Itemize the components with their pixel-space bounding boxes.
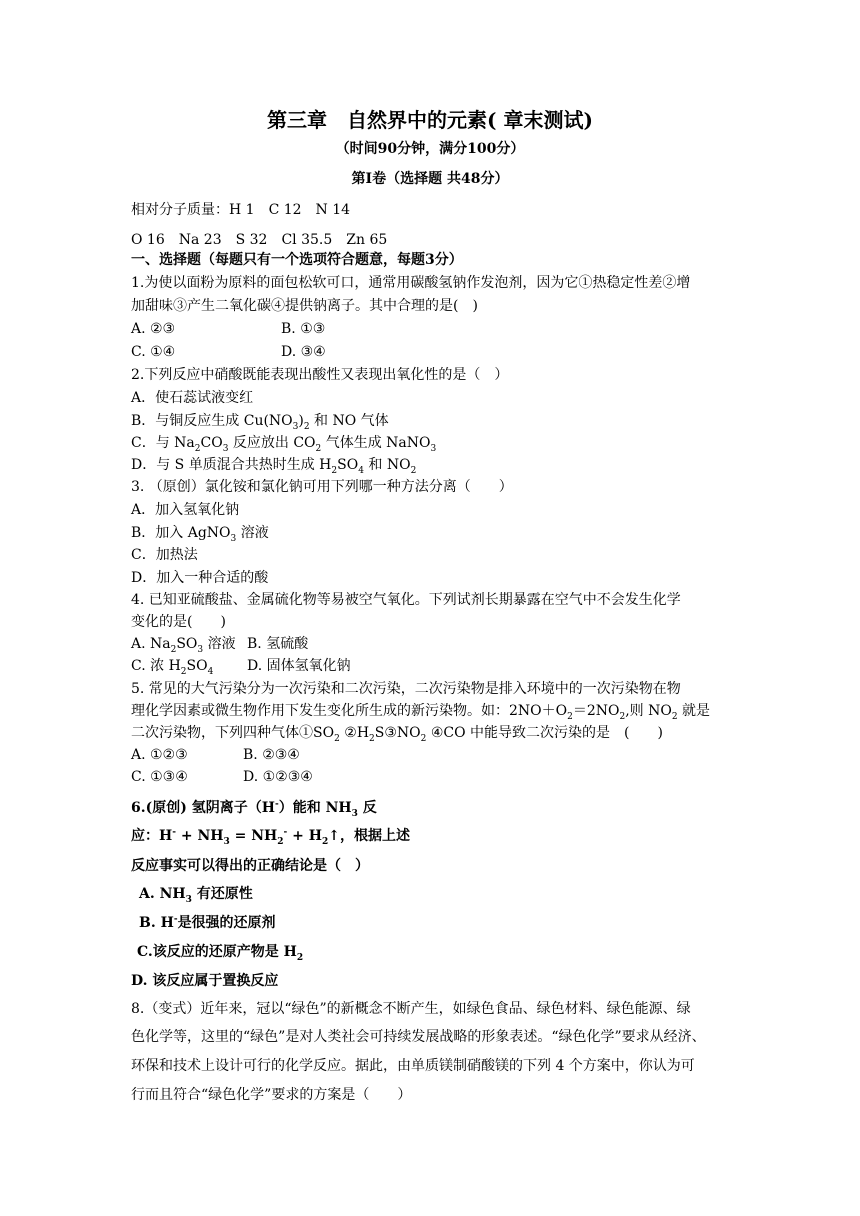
q3-option-d: D．加入一种合适的酸 — [131, 570, 269, 586]
q4-option-b: B. 氢硫酸 — [247, 636, 309, 652]
q5-option-d: D. ①②③④ — [243, 769, 313, 785]
q6-option-b: B. H-是很强的还原剂 — [139, 914, 276, 931]
q5-stem-line-3: 二次污染物，下列四种气体$①SO_2$ $②H_2S③NO_2$ ④CO 中能导致二次污染的是 ( ) — [131, 725, 663, 744]
q4-option-c: C. 浓 $H_2SO_4$ — [131, 658, 214, 677]
q5-option-c: C. ①③④ — [131, 769, 188, 785]
q6-stem-line-3: 反应事实可以得出的正确结论是（ ） — [131, 858, 369, 874]
q6-option-d: D. 该反应属于置换反应 — [131, 973, 279, 989]
q1-stem-line-2: 加甜味③产生二氧化碳④提供钠离子。其中合理的是( ) — [131, 298, 478, 314]
q4-option-d: D. 固体氢氧化钠 — [247, 658, 351, 674]
q2-option-a: A．使石蕊试液变红 — [131, 390, 254, 406]
q1-stem-line-1: 1.为使以面粉为原料的面包松软可口，通常用碳酸氢钠作发泡剂，因为它①热稳定性差②增 — [131, 275, 691, 291]
q2-option-b: B．与铜反应生成 $Cu(NO_3)_2$ 和 NO 气体 — [131, 413, 389, 432]
q8-stem-line-2: 色化学等，这里的“绿色”是对人类社会可持续发展战略的形象表述。“绿色化学”要求从经济、 — [131, 1029, 706, 1045]
page-title: 第三章 自然界中的元素( 章末测试) — [267, 108, 593, 132]
q4-stem-line-1: 4. 已知亚硫酸盐、金属硫化物等易被空气氧化。下列试剂长期暴露在空气中不会发生化学 — [131, 592, 681, 608]
q2-option-d: D．与 S 单质混合共热时生成 $H_2SO_4$ 和 $NO_2$ — [131, 457, 417, 476]
q3-stem: 3. （原创）氯化铵和氯化钠可用下列哪一种方法分离（ ） — [131, 479, 513, 495]
volume-heading: 第Ⅰ卷（选择题 共48分） — [351, 171, 509, 187]
q5-stem-line-2: 理化学因素或微生物作用下发生变化所生成的新污染物。如：$2NO+O_2=2NO_2$,则 $NO_2$ 就是 — [131, 703, 711, 722]
q5-option-b: B. ②③④ — [243, 747, 300, 763]
q3-option-b: B．加入 AgNO$_3$ 溶液 — [131, 525, 269, 544]
masses-line-1: 相对分子质量：H 1 C 12 N 14 — [131, 202, 351, 218]
q4-option-a: A. $Na_2SO_3$ 溶液 — [131, 636, 236, 655]
section-heading: 一、选择题（每题只有一个选项符合题意，每题3分） — [131, 252, 463, 268]
q2-option-c: C．与 $Na_2CO_3$ 反应放出 $CO_2$ 气体生成 NaNO$_3$ — [131, 435, 437, 454]
q3-option-a: A．加入氢氧化钠 — [131, 502, 240, 518]
q8-stem-line-3: 环保和技术上设计可行的化学反应。据此，由单质镁制硝酸镁的下列 4 个方案中，你认为可 — [131, 1058, 695, 1074]
q6-stem-line-1: 6.(原创) 氢阴离子（H-）能和 $NH_3$ 反 — [131, 799, 377, 819]
q8-stem-line-1: 8.（变式）近年来，冠以“绿色”的新概念不断产生，如绿色食品、绿色材料、绿色能源、绿 — [131, 1001, 691, 1017]
q1-option-b: B. ①③ — [281, 321, 326, 337]
time-note: （时间90分钟，满分100分） — [335, 141, 525, 157]
q1-option-a: A. ②③ — [131, 321, 176, 337]
q6-option-a: A. $NH_3$ 有还原性 — [139, 886, 253, 905]
q2-stem: 2.下列反应中硝酸既能表现出酸性又表现出氧化性的是（ ） — [131, 367, 509, 383]
q6-stem-line-2: 应：$H^- + NH_3 = NH_2^-$ + $H_2↑$，根据上述 — [131, 827, 411, 847]
q5-option-a: A. ①②③ — [131, 747, 188, 763]
q6-option-c: C.该反应的还原产物是 $H_2$ — [137, 944, 304, 963]
masses-line-2: O 16 Na 23 S 32 Cl 35.5 Zn 65 — [131, 232, 388, 248]
q5-stem-line-1: 5. 常见的大气污染分为一次污染和二次污染，二次污染物是排入环境中的一次污染物在物 — [131, 681, 681, 697]
q1-option-c: C. ①④ — [131, 344, 176, 360]
q1-option-d: D. ③④ — [281, 344, 326, 360]
q3-option-c: C．加热法 — [131, 547, 198, 563]
q4-stem-line-2: 变化的是( ) — [131, 614, 226, 630]
q8-stem-line-4: 行而且符合“绿色化学”要求的方案是（ ） — [131, 1087, 412, 1103]
